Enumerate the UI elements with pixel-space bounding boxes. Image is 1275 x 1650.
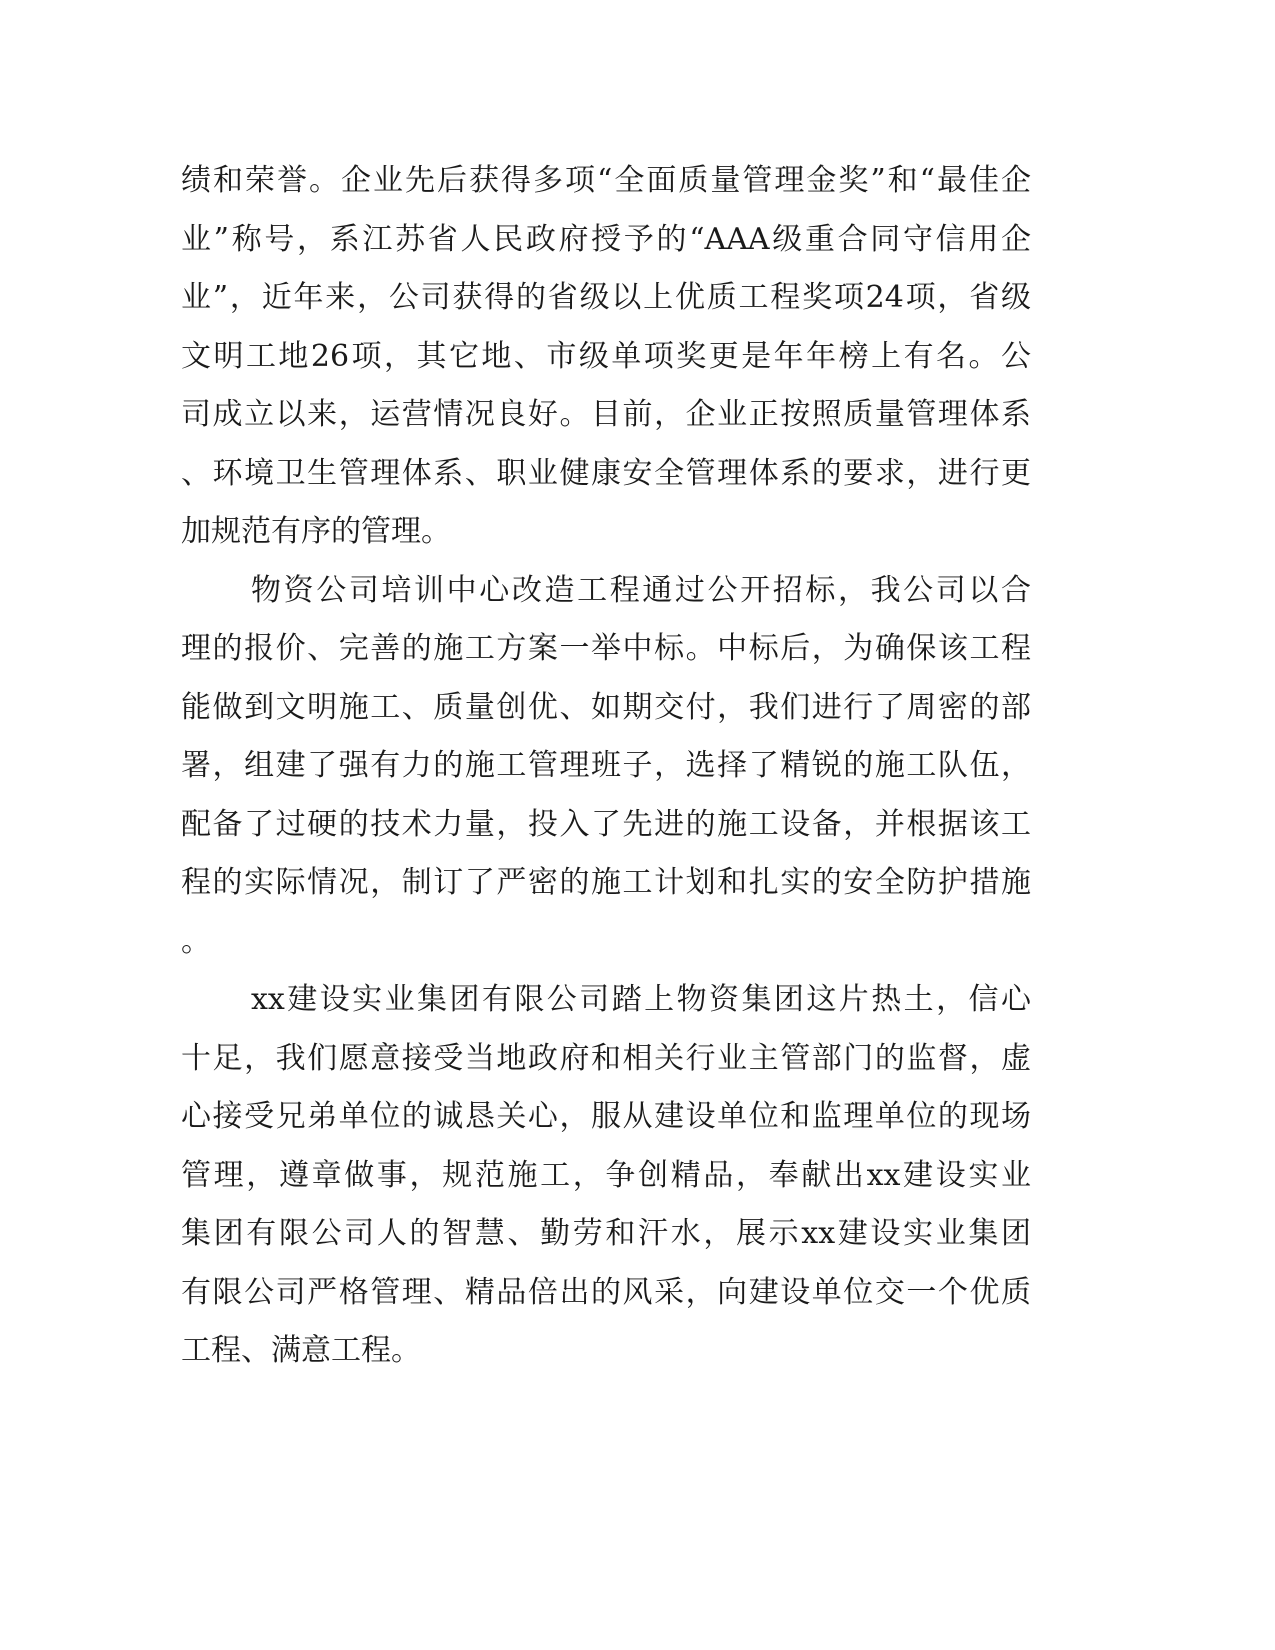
text-line: 理的报价、完善的施工方案一举中标。中标后，为确保该工程 <box>181 631 1031 666</box>
text-line: 配备了过硬的技术力量，投入了先进的施工设备，并根据该工 <box>181 806 1031 842</box>
paragraph-2 <box>181 562 1041 972</box>
text-line: 绩和荣誉。企业先后获得多项“全面质量管理金奖”和“最佳企 <box>181 163 1031 198</box>
text-line: 有限公司严格管理、精品倍出的风采，向建设单位交一个优质 <box>181 1274 1031 1310</box>
text-line: 司成立以来，运营情况良好。目前，企业正按照质量管理体系 <box>181 397 1031 432</box>
text-line: 署，组建了强有力的施工管理班子，选择了精锐的施工队伍， <box>181 748 1031 783</box>
text-line: 十足，我们愿意接受当地政府和相关行业主管部门的监督，虚 <box>181 1040 1031 1076</box>
document-body <box>181 152 1041 1381</box>
paragraph-3 <box>181 971 1041 1381</box>
text-line: 物资公司培训中心改造工程通过公开招标，我公司以合 <box>251 572 1031 608</box>
text-line: 集团有限公司人的智慧、勤劳和汗水，展示xx建设实业集团 <box>181 1216 1031 1251</box>
text-line: 工程、满意工程。 <box>181 1333 421 1368</box>
text-line: 业”称号，系江苏省人民政府授予的“AAA级重合同守信用企 <box>181 221 1031 257</box>
text-line: 程的实际情况，制订了严密的施工计划和扎实的安全防护措施 <box>181 865 1031 900</box>
text-line: 加规范有序的管理。 <box>181 514 451 549</box>
paragraph-1 <box>181 152 1041 562</box>
text-line: 、环境卫生管理体系、职业健康安全管理体系的要求，进行更 <box>181 455 1031 491</box>
text-line: xx建设实业集团有限公司踏上物资集团这片热土，信心 <box>251 982 1031 1017</box>
text-line: 能做到文明施工、质量创优、如期交付，我们进行了周密的部 <box>181 689 1031 725</box>
text-line: 。 <box>181 923 211 959</box>
text-line: 心接受兄弟单位的诚恳关心，服从建设单位和监理单位的现场 <box>181 1099 1031 1134</box>
text-line: 文明工地26项，其它地、市级单项奖更是年年榜上有名。公 <box>181 338 1031 374</box>
text-line: 业”，近年来，公司获得的省级以上优质工程奖项24项，省级 <box>181 280 1031 315</box>
text-line: 管理，遵章做事，规范施工，争创精品，奉献出xx建设实业 <box>181 1157 1031 1193</box>
